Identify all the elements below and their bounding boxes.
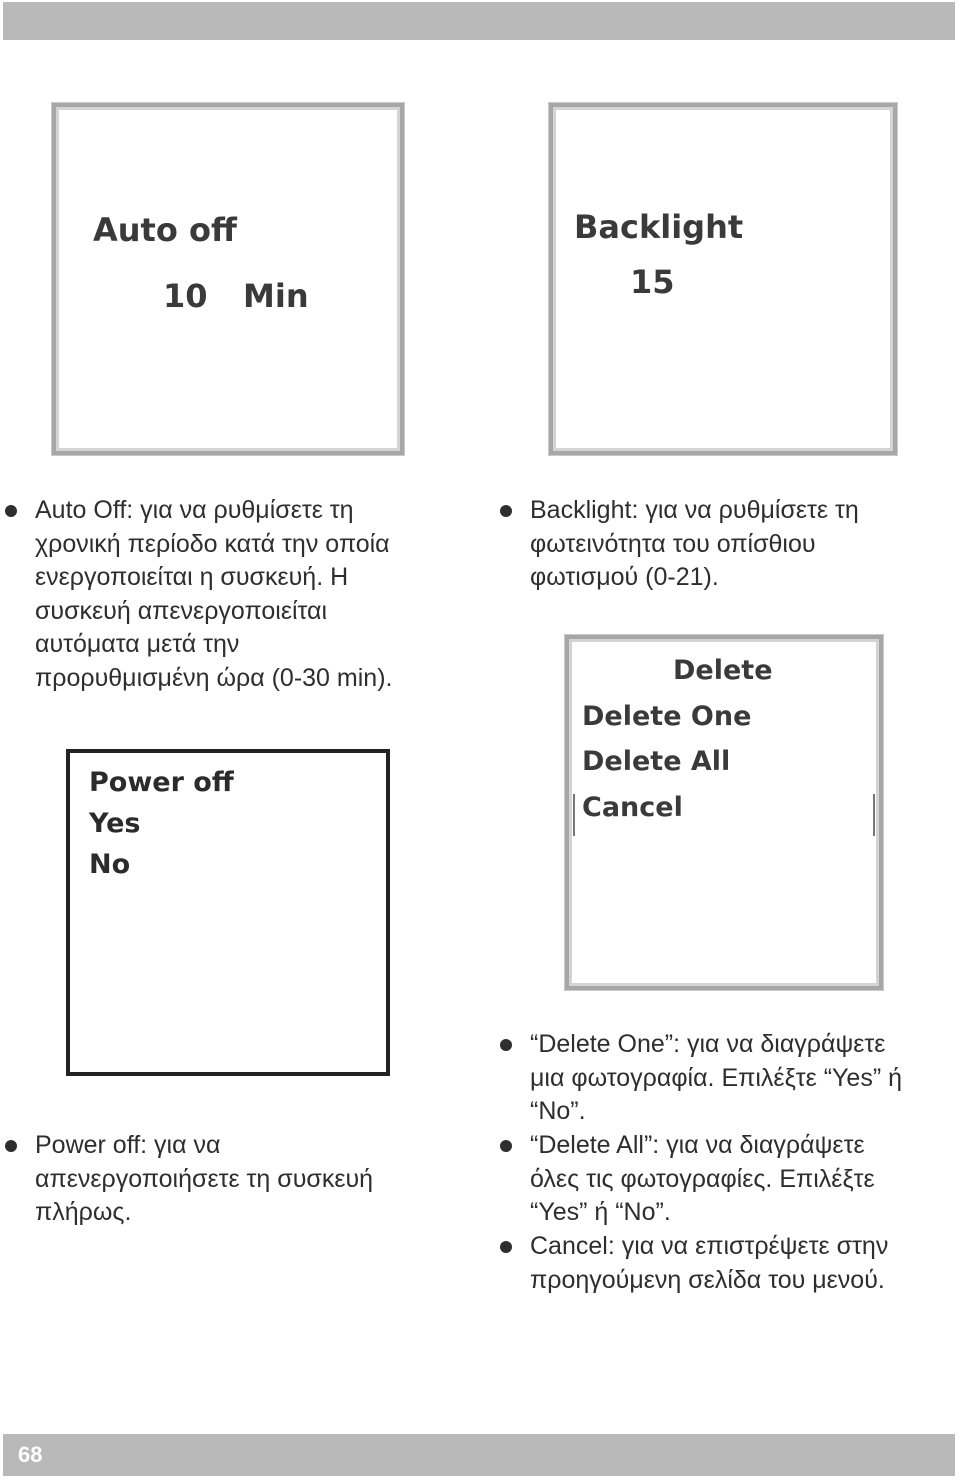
text-line: συσκευή απενεργοποιείται: [35, 596, 328, 625]
delete-all-description: [500, 1129, 955, 1230]
text-line: απενεργοποιήσετε τη συσκευή: [35, 1164, 374, 1193]
bullet-icon: [5, 1140, 17, 1152]
text-line: Auto Off: για να ρυθμίσετε τη: [35, 496, 354, 524]
backlight-value: 15: [630, 263, 675, 301]
cancel-option: Cancel: [582, 792, 683, 823]
backlight-description: [500, 494, 950, 595]
cancel-description: [500, 1230, 955, 1297]
bullet-icon: [500, 1039, 512, 1051]
bullet-icon: [500, 1140, 512, 1152]
backlight-screen: [549, 103, 897, 455]
text-line: Power off: για να: [35, 1131, 221, 1159]
yes-option: Yes: [89, 808, 141, 839]
power-off-title: Power off: [89, 767, 234, 798]
text-line: όλες τις φωτογραφίες. Επιλέξτε: [530, 1164, 875, 1193]
power-off-description: [5, 1129, 465, 1230]
text-line: Backlight: για να ρυθμίσετε τη: [530, 496, 859, 524]
delete-screen: [565, 635, 883, 990]
delete-title: Delete: [673, 655, 773, 686]
power-off-screen: [66, 749, 390, 1076]
text-line: ενεργοποιείται η συσκευή. Η: [35, 563, 349, 591]
text-line: φωτεινότητα του οπίσθιου: [530, 529, 816, 558]
text-line: “No”.: [530, 1097, 586, 1125]
auto-off-unit: Min: [243, 277, 309, 315]
auto-off-screen: [52, 103, 404, 455]
text-line: “Delete One”: για να διαγράψετε: [530, 1030, 886, 1058]
delete-one-option: Delete One: [582, 701, 752, 732]
delete-one-description: [500, 1028, 955, 1129]
text-line: αυτόματα μετά την: [35, 630, 240, 658]
text-line: προρυθμισμένη ώρα (0-30 min).: [35, 663, 393, 692]
text-line: Cancel: για να επιστρέψετε στην: [530, 1232, 889, 1260]
selection-left-edge: [573, 794, 575, 836]
delete-all-option: Delete All: [582, 746, 731, 777]
text-line: “Delete All”: για να διαγράψετε: [530, 1131, 865, 1159]
text-line: προηγούμενη σελίδα του μενού.: [530, 1265, 885, 1294]
auto-off-title: Auto off: [93, 211, 237, 249]
text-line: χρονική περίοδο κατά την οποία: [35, 529, 390, 558]
bullet-icon: [5, 505, 17, 517]
selection-right-edge: [873, 794, 875, 836]
backlight-title: Backlight: [574, 208, 744, 246]
text-line: πλήρως.: [35, 1198, 132, 1226]
footer-bar: [3, 1434, 955, 1476]
no-option: No: [89, 849, 131, 880]
page-number: 68: [18, 1442, 43, 1467]
text-line: “Yes” ή “No”.: [530, 1198, 671, 1226]
text-line: μια φωτογραφία. Επιλέξτε “Yes” ή: [530, 1063, 903, 1092]
text-line: φωτισμού (0-21).: [530, 563, 719, 591]
auto-off-description: [5, 494, 465, 695]
bullet-icon: [500, 1241, 512, 1253]
header-bar: [3, 2, 955, 40]
bullet-icon: [500, 505, 512, 517]
auto-off-value: 10: [163, 277, 208, 315]
